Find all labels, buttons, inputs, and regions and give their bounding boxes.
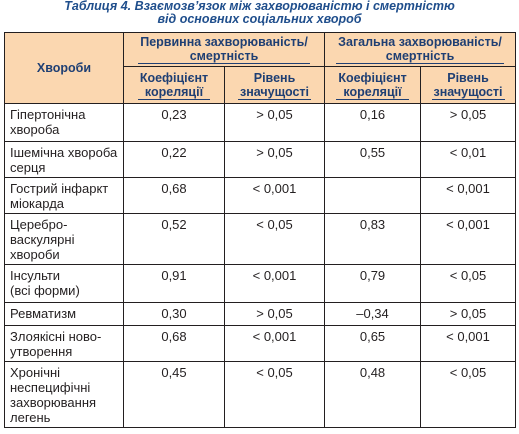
total-coef-cell: 0,79 [325,265,421,303]
table-row [5,214,516,265]
total-coef-cell: –0,34 [325,303,421,326]
total-sig-cell: < 0,05 [421,362,516,428]
total-coef-cell: 0,65 [325,326,421,362]
total-sig-cell: < 0,001 [421,178,516,214]
primary-sig-cell: < 0,001 [225,265,325,303]
caption-line-1: Таблиця 4. Взаємозв’язок між захворюваністю і смертністю [64,0,455,13]
header-diseases: Хвороби [5,33,124,104]
disease-name: Гострий інфаркт міокарда [5,178,124,214]
total-coef-cell: 0,55 [325,142,421,178]
total-coef-cell [325,178,421,214]
header-total-group [325,33,516,67]
disease-name: Ішемічна хвороба серця [5,142,124,178]
primary-sig-cell: < 0,001 [225,326,325,362]
table-row [5,265,516,303]
primary-sig-cell: < 0,001 [225,178,325,214]
primary-sig-cell: > 0,05 [225,303,325,326]
header-sig-1: Рівень значущості [225,67,325,104]
table-row [5,303,516,326]
primary-coef-cell: 0,30 [124,303,225,326]
correlation-table [4,32,516,428]
primary-coef-cell: 0,22 [124,142,225,178]
table-row [5,178,516,214]
primary-coef-cell: 0,91 [124,265,225,303]
primary-coef-cell: 0,68 [124,326,225,362]
disease-name: Ревматизм [5,303,124,326]
primary-sig-cell: > 0,05 [225,142,325,178]
header-total-label: Загальна захворюваність/ смертність [338,35,502,63]
caption-line-2: від основних соціальних хвороб [157,12,362,26]
header-primary-label: Первинна захворюваність/ смертність [140,35,308,63]
table-body [5,104,516,428]
total-coef-cell: 0,83 [325,214,421,265]
total-sig-cell: > 0,05 [421,303,516,326]
total-sig-cell: < 0,001 [421,326,516,362]
primary-coef-cell: 0,52 [124,214,225,265]
total-sig-cell: < 0,01 [421,142,516,178]
primary-coef-cell: 0,45 [124,362,225,428]
disease-name: Гіпертонічна хвороба [5,104,124,142]
primary-sig-cell: < 0,05 [225,362,325,428]
primary-coef-cell: 0,68 [124,178,225,214]
total-coef-cell: 0,16 [325,104,421,142]
table-row [5,326,516,362]
table-row [5,362,516,428]
primary-sig-cell: > 0,05 [225,104,325,142]
disease-name: Інсульти (всі форми) [5,265,124,303]
total-coef-cell: 0,48 [325,362,421,428]
disease-name: Церебро- васкулярні хвороби [5,214,124,265]
disease-name: Злоякісні ново- утворення [5,326,124,362]
table-row [5,142,516,178]
header-coef-1: Коефіцієнт кореляції [124,67,225,104]
header-sig-2: Рівень значущості [421,67,516,104]
primary-coef-cell: 0,23 [124,104,225,142]
total-sig-cell: < 0,001 [421,214,516,265]
disease-name: Хронічні неспецифічні захворювання легень [5,362,124,428]
total-sig-cell: > 0,05 [421,104,516,142]
total-sig-cell: < 0,05 [421,265,516,303]
header-coef-2: Коефіцієнт кореляції [325,67,421,104]
header-primary-group [124,33,325,67]
table-caption [0,0,519,26]
table-row [5,104,516,142]
primary-sig-cell: < 0,05 [225,214,325,265]
